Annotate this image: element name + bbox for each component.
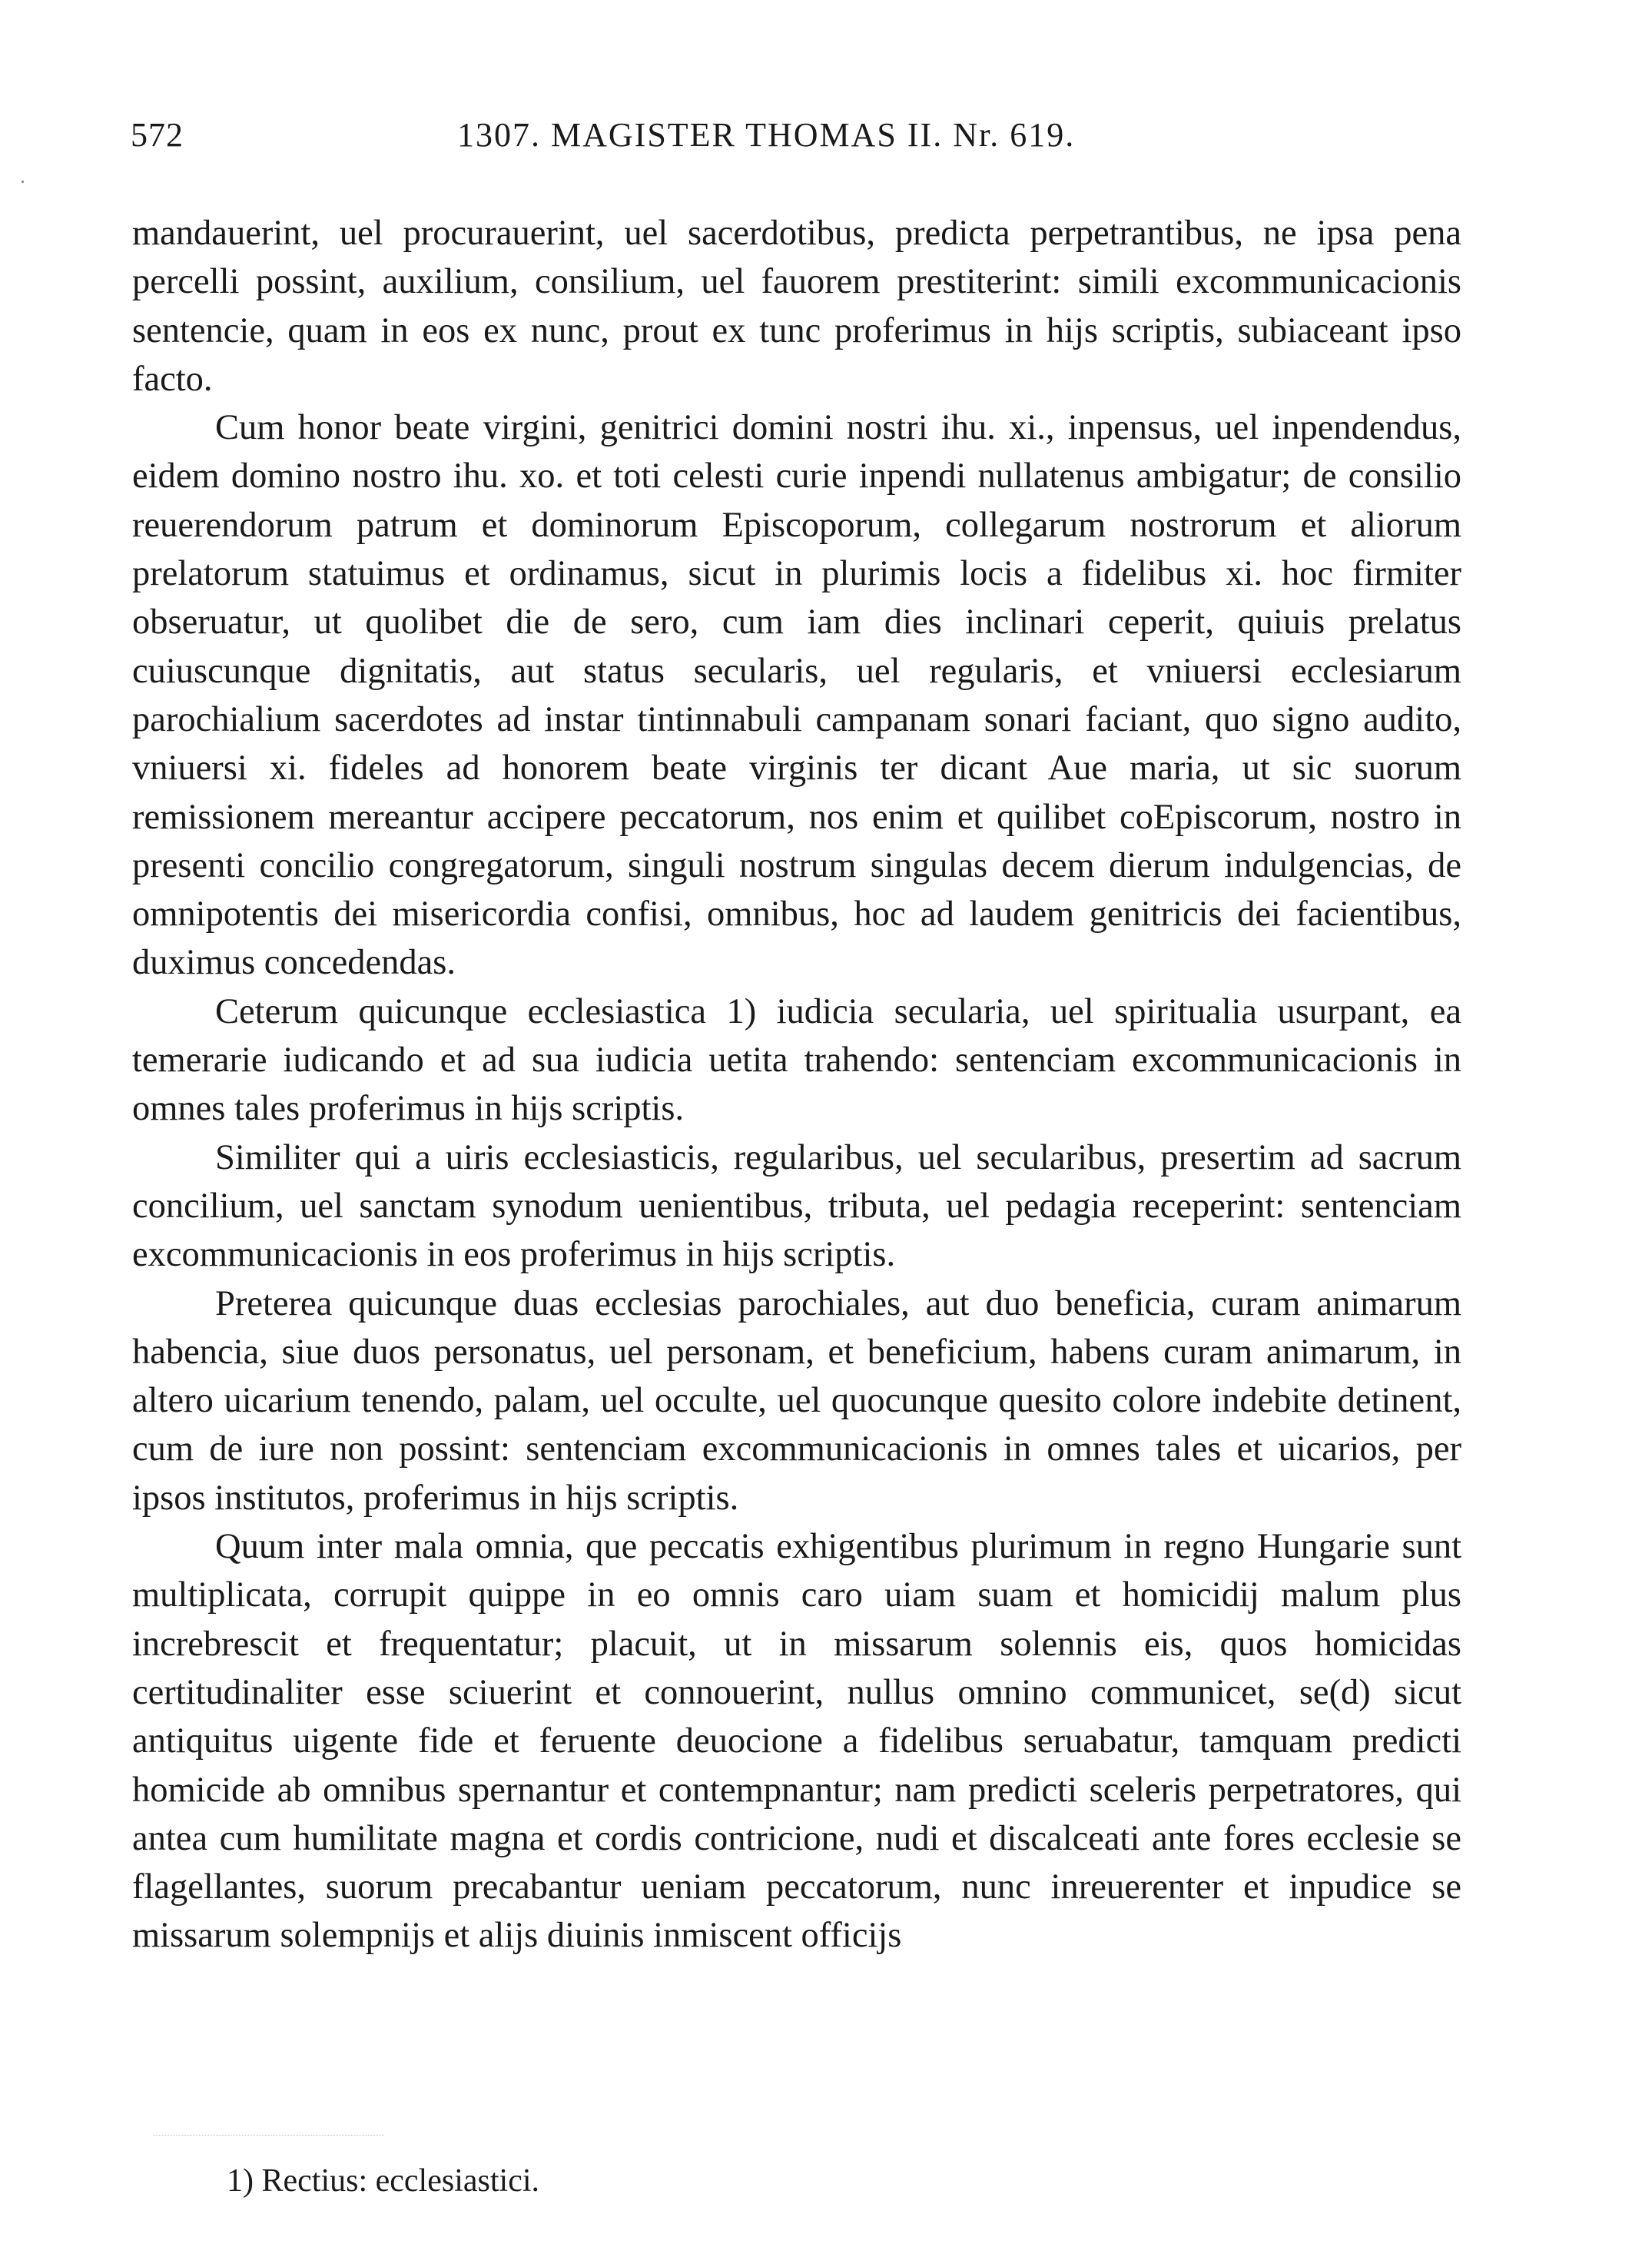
footnote-rule [154,2135,384,2136]
paragraph: Preterea quicunque duas ecclesias parochiales, aut duo beneficia, curam animarum habencia, siue duos personatus, uel personam, et beneficium, habens curam animarum, in altero uicarium tenendo, palam, uel occulte, uel quocunque quesito colore indebite detinent, cum de iure non possint: sentenciam excommunicacionis in omnes tales et uicarios, per ipsos institutos, proferimus in hijs scriptis. [132,1283,1461,1518]
scan-speck [22,181,24,183]
running-head: 1307. MAGISTER THOMAS II. Nr. 619. [457,116,1076,154]
paragraph: Quum inter mala omnia, que peccatis exhigentibus plurimum in regno Hungarie sunt multiplicata, corrupit quippe in eo omnis caro uiam suam et homicidij malum plus increbrescit et frequentatur; placuit, ut in missarum solennis eis, quos homicidas certitudinaliter esse sciuerint et connouerint, nullus omnino communicet, se(d) sicut antiquitus uigente fide et feruente deuocione a fidelibus seruabatur, tamquam predicti homicide ab omnibus spernantur et contempnantur; nam predicti sceleris perpetratores, qui antea cum humilitate magna et cordis contricione, nudi et discalceati ante fores ecclesie se flagellantes, suorum precabantur ueniam peccatorum, nunc inreuerenter et inpudice se missarum solempnijs et alijs diuinis inmiscent officijs [132,1527,1461,1956]
paragraph: mandauerint, uel procurauerint, uel sacerdotibus, predicta perpetrantibus, ne ipsa pena percelli possint, auxilium, consilium, uel fauorem prestiterint: simili excommunicacionis sentencie, quam in eos ex nunc, prout ex tunc proferimus in hijs scriptis, subiaceant ipso facto. [132,214,1461,399]
paragraph: Ceterum quicunque ecclesiastica 1) iudicia secularia, uel spiritualia usurpant, ea temerarie iudicando et ad sua iudicia uetita trahendo: sentenciam excommunicacionis in omnes tales proferimus in hijs scriptis. [132,991,1461,1129]
page-number: 572 [131,116,184,154]
body-text [132,209,1461,1960]
page-header [131,115,1468,161]
footnote: 1) Rectius: ecclesiastici. [227,2163,540,2199]
paragraph: Similiter qui a uiris ecclesiasticis, regularibus, uel secularibus, presertim ad sacrum concilium, uel sanctam synodum uenientibus, tributa, uel pedagia receperint: sentenciam excommunicacionis in eos proferimus in hijs scriptis. [132,1137,1461,1275]
paragraph: Cum honor beate virgini, genitrici domini nostri ihu. xi., inpensus, uel inpendendus, eidem domino nostro ihu. xo. et toti celesti curie inpendi nullatenus ambigatur; de consilio reuerendorum patrum et dominorum Episcoporum, collegarum nostrorum et aliorum prelatorum statuimus et ordinamus, sicut in plurimis locis a fidelibus xi. hoc firmiter obseruatur, ut quolibet die de sero, cum iam dies inclinari ceperit, quiuis prelatus cuiuscunque dignitatis, aut status secularis, uel regularis, et vniuersi ecclesiarum parochialium sacerdotes ad instar tintinnabuli campanam sonari faciant, quo signo audito, vniuersi xi. fideles ad honorem beate virginis ter dicant Aue maria, ut sic suorum remissionem mereantur accipere peccatorum, nos enim et quilibet coEpiscorum, nostro in presenti concilio congregatorum, singuli nostrum singulas decem dierum indulgencias, de omnipotentis dei misericordia confisi, omnibus, hoc ad laudem genitricis dei facientibus, duximus concedendas. [132,408,1461,983]
